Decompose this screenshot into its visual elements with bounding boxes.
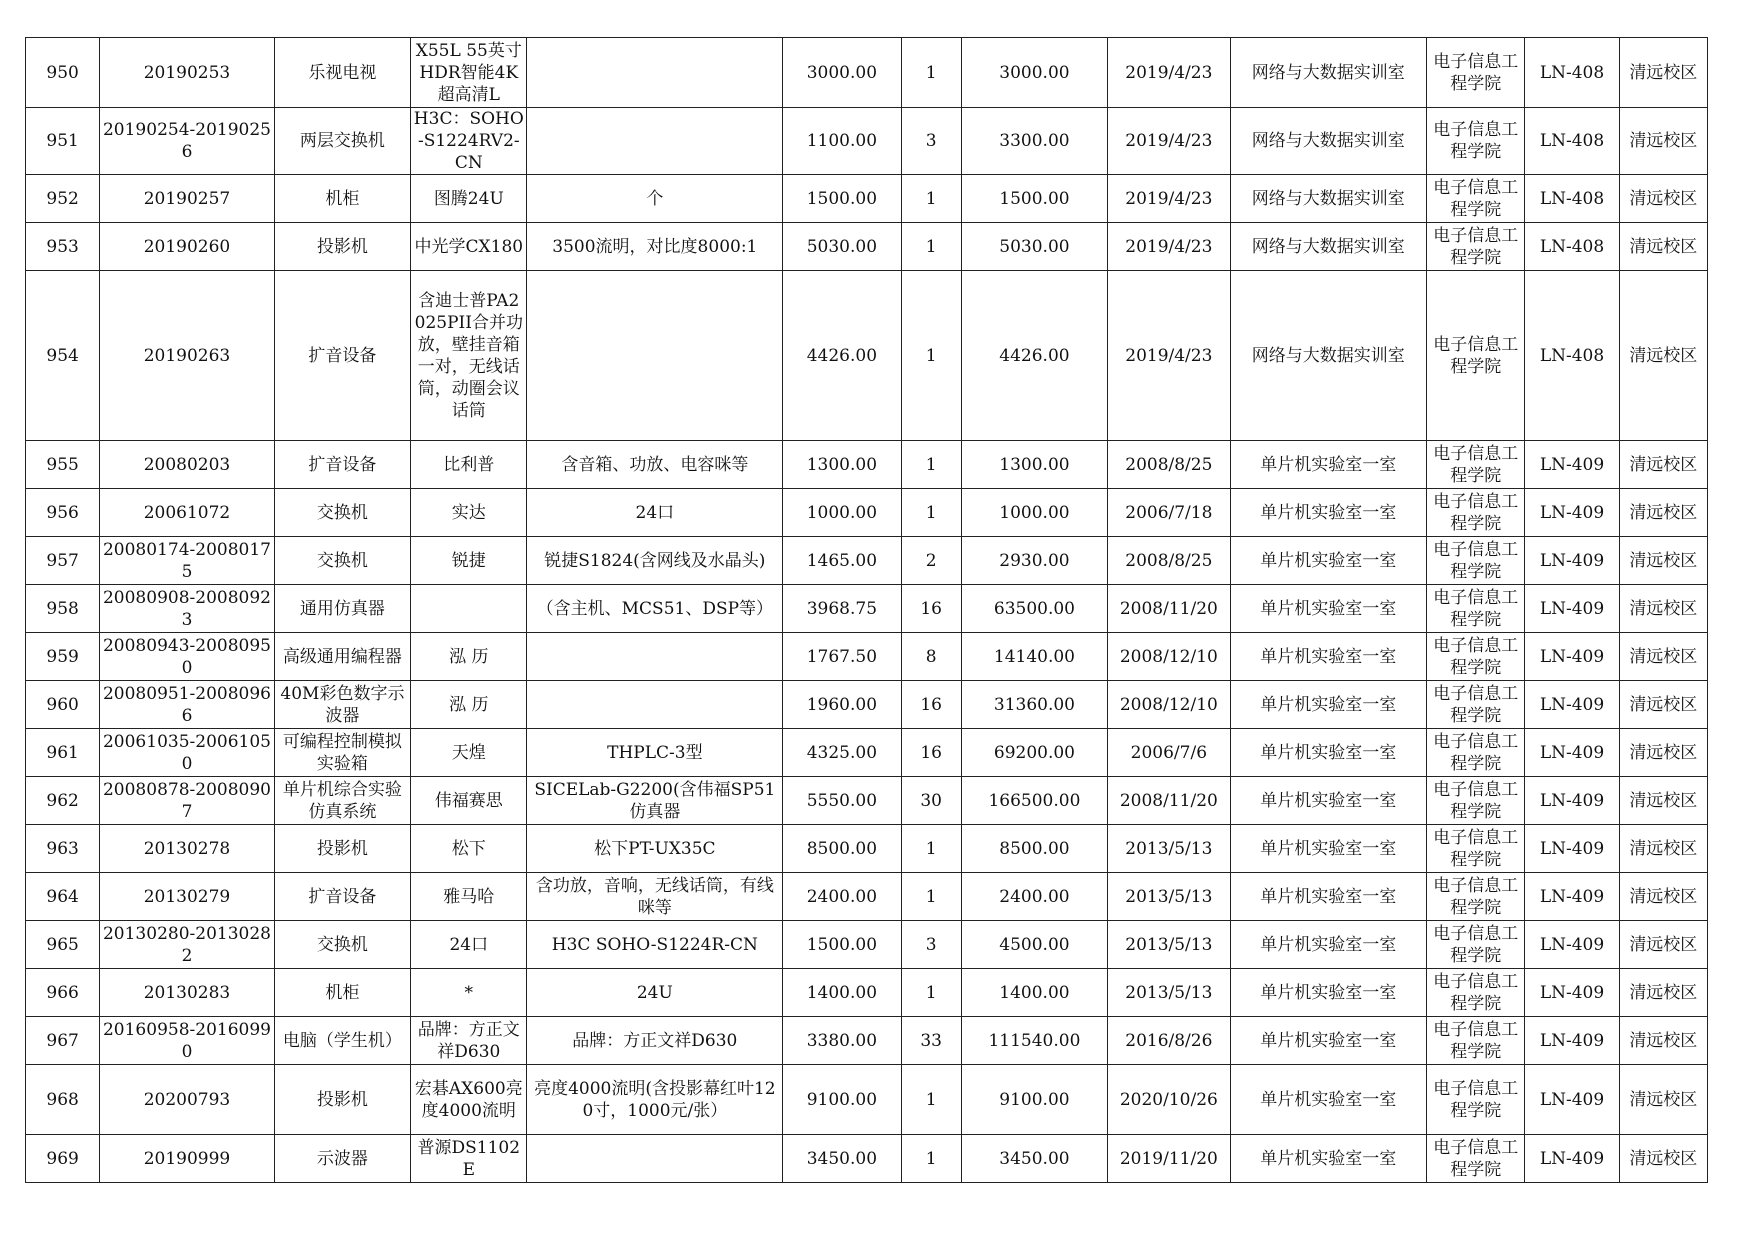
total-amount-cell: 9100.00 — [961, 1065, 1107, 1135]
department-cell: 电子信息工程学院 — [1427, 271, 1525, 441]
asset-number-cell: 20130283 — [100, 969, 275, 1017]
specification-cell: 24U — [527, 969, 783, 1017]
total-amount-cell: 4426.00 — [961, 271, 1107, 441]
row-number-cell: 963 — [26, 825, 100, 873]
asset-number-cell: 20080203 — [100, 441, 275, 489]
campus-cell: 清远校区 — [1619, 777, 1707, 825]
purchase-date-cell: 2020/10/26 — [1108, 1065, 1230, 1135]
department-cell: 电子信息工程学院 — [1427, 681, 1525, 729]
room-code-cell: LN-409 — [1525, 1135, 1619, 1183]
asset-number-cell: 20130278 — [100, 825, 275, 873]
room-code-cell: LN-408 — [1525, 175, 1619, 223]
campus-cell: 清远校区 — [1619, 441, 1707, 489]
total-amount-cell: 63500.00 — [961, 585, 1107, 633]
brand-model-cell: 宏碁AX600亮度4000流明 — [411, 1065, 527, 1135]
item-name-cell: 单片机综合实验仿真系统 — [274, 777, 410, 825]
brand-model-cell: 含迪士普PA2025PII合并功放，壁挂音箱一对，无线话筒，动圈会议话筒 — [411, 271, 527, 441]
purchase-date-cell: 2008/12/10 — [1108, 633, 1230, 681]
total-amount-cell: 8500.00 — [961, 825, 1107, 873]
lab-room-cell: 单片机实验室一室 — [1230, 681, 1427, 729]
specification-cell: （含主机、MCS51、DSP等） — [527, 585, 783, 633]
quantity-cell: 30 — [901, 777, 961, 825]
total-amount-cell: 3000.00 — [961, 38, 1107, 108]
row-number-cell: 961 — [26, 729, 100, 777]
specification-cell: THPLC-3型 — [527, 729, 783, 777]
purchase-date-cell: 2019/4/23 — [1108, 38, 1230, 108]
asset-number-cell: 20080943-20080950 — [100, 633, 275, 681]
department-cell: 电子信息工程学院 — [1427, 777, 1525, 825]
campus-cell: 清远校区 — [1619, 633, 1707, 681]
quantity-cell: 1 — [901, 1135, 961, 1183]
table-row — [26, 1135, 1708, 1183]
brand-model-cell: 比利普 — [411, 441, 527, 489]
item-name-cell: 机柜 — [274, 969, 410, 1017]
table-row — [26, 537, 1708, 585]
brand-model-cell: 普源DS1102E — [411, 1135, 527, 1183]
unit-price-cell: 3000.00 — [783, 38, 901, 108]
row-number-cell: 950 — [26, 38, 100, 108]
quantity-cell: 1 — [901, 969, 961, 1017]
brand-model-cell: 中光学CX180 — [411, 223, 527, 271]
asset-number-cell: 20190257 — [100, 175, 275, 223]
table-row — [26, 441, 1708, 489]
quantity-cell: 1 — [901, 873, 961, 921]
row-number-cell: 959 — [26, 633, 100, 681]
table-row — [26, 873, 1708, 921]
brand-model-cell: 雅马哈 — [411, 873, 527, 921]
item-name-cell: 投影机 — [274, 825, 410, 873]
room-code-cell: LN-409 — [1525, 873, 1619, 921]
item-name-cell: 通用仿真器 — [274, 585, 410, 633]
item-name-cell: 机柜 — [274, 175, 410, 223]
lab-room-cell: 单片机实验室一室 — [1230, 1017, 1427, 1065]
department-cell: 电子信息工程学院 — [1427, 1017, 1525, 1065]
campus-cell: 清远校区 — [1619, 825, 1707, 873]
quantity-cell: 1 — [901, 223, 961, 271]
brand-model-cell: 泓 历 — [411, 681, 527, 729]
lab-room-cell: 单片机实验室一室 — [1230, 777, 1427, 825]
unit-price-cell: 4426.00 — [783, 271, 901, 441]
brand-model-cell — [411, 585, 527, 633]
lab-room-cell: 单片机实验室一室 — [1230, 969, 1427, 1017]
lab-room-cell: 单片机实验室一室 — [1230, 585, 1427, 633]
quantity-cell: 16 — [901, 729, 961, 777]
specification-cell — [527, 271, 783, 441]
campus-cell: 清远校区 — [1619, 489, 1707, 537]
unit-price-cell: 4325.00 — [783, 729, 901, 777]
row-number-cell: 964 — [26, 873, 100, 921]
item-name-cell: 两层交换机 — [274, 108, 410, 175]
purchase-date-cell: 2019/11/20 — [1108, 1135, 1230, 1183]
unit-price-cell: 1300.00 — [783, 441, 901, 489]
brand-model-cell: 泓 历 — [411, 633, 527, 681]
unit-price-cell: 1465.00 — [783, 537, 901, 585]
row-number-cell: 957 — [26, 537, 100, 585]
department-cell: 电子信息工程学院 — [1427, 537, 1525, 585]
quantity-cell: 1 — [901, 441, 961, 489]
quantity-cell: 33 — [901, 1017, 961, 1065]
unit-price-cell: 5030.00 — [783, 223, 901, 271]
table-row — [26, 681, 1708, 729]
lab-room-cell: 单片机实验室一室 — [1230, 729, 1427, 777]
row-number-cell: 954 — [26, 271, 100, 441]
quantity-cell: 16 — [901, 681, 961, 729]
lab-room-cell: 单片机实验室一室 — [1230, 489, 1427, 537]
campus-cell: 清远校区 — [1619, 1065, 1707, 1135]
purchase-date-cell: 2006/7/6 — [1108, 729, 1230, 777]
total-amount-cell: 1400.00 — [961, 969, 1107, 1017]
lab-room-cell: 网络与大数据实训室 — [1230, 271, 1427, 441]
quantity-cell: 3 — [901, 921, 961, 969]
row-number-cell: 956 — [26, 489, 100, 537]
item-name-cell: 投影机 — [274, 223, 410, 271]
room-code-cell: LN-408 — [1525, 38, 1619, 108]
purchase-date-cell: 2016/8/26 — [1108, 1017, 1230, 1065]
department-cell: 电子信息工程学院 — [1427, 1135, 1525, 1183]
item-name-cell: 交换机 — [274, 489, 410, 537]
unit-price-cell: 1500.00 — [783, 175, 901, 223]
specification-cell: SICELab-G2200(含伟福SP51仿真器 — [527, 777, 783, 825]
total-amount-cell: 3450.00 — [961, 1135, 1107, 1183]
unit-price-cell: 9100.00 — [783, 1065, 901, 1135]
specification-cell — [527, 633, 783, 681]
total-amount-cell: 111540.00 — [961, 1017, 1107, 1065]
row-number-cell: 953 — [26, 223, 100, 271]
department-cell: 电子信息工程学院 — [1427, 38, 1525, 108]
asset-number-cell: 20130279 — [100, 873, 275, 921]
room-code-cell: LN-409 — [1525, 825, 1619, 873]
total-amount-cell: 5030.00 — [961, 223, 1107, 271]
purchase-date-cell: 2008/8/25 — [1108, 537, 1230, 585]
unit-price-cell: 2400.00 — [783, 873, 901, 921]
department-cell: 电子信息工程学院 — [1427, 825, 1525, 873]
specification-cell: 24口 — [527, 489, 783, 537]
purchase-date-cell: 2008/12/10 — [1108, 681, 1230, 729]
purchase-date-cell: 2006/7/18 — [1108, 489, 1230, 537]
asset-number-cell: 20080951-20080966 — [100, 681, 275, 729]
row-number-cell: 960 — [26, 681, 100, 729]
asset-number-cell: 20190253 — [100, 38, 275, 108]
row-number-cell: 951 — [26, 108, 100, 175]
department-cell: 电子信息工程学院 — [1427, 585, 1525, 633]
lab-room-cell: 单片机实验室一室 — [1230, 921, 1427, 969]
item-name-cell: 乐视电视 — [274, 38, 410, 108]
item-name-cell: 扩音设备 — [274, 271, 410, 441]
campus-cell: 清远校区 — [1619, 537, 1707, 585]
total-amount-cell: 166500.00 — [961, 777, 1107, 825]
purchase-date-cell: 2019/4/23 — [1108, 108, 1230, 175]
table-row — [26, 729, 1708, 777]
room-code-cell: LN-409 — [1525, 633, 1619, 681]
lab-room-cell: 网络与大数据实训室 — [1230, 108, 1427, 175]
room-code-cell: LN-409 — [1525, 729, 1619, 777]
table-row — [26, 921, 1708, 969]
purchase-date-cell: 2013/5/13 — [1108, 969, 1230, 1017]
row-number-cell: 952 — [26, 175, 100, 223]
item-name-cell: 扩音设备 — [274, 873, 410, 921]
purchase-date-cell: 2019/4/23 — [1108, 223, 1230, 271]
room-code-cell: LN-408 — [1525, 223, 1619, 271]
room-code-cell: LN-409 — [1525, 921, 1619, 969]
lab-room-cell: 单片机实验室一室 — [1230, 441, 1427, 489]
total-amount-cell: 4500.00 — [961, 921, 1107, 969]
purchase-date-cell: 2008/11/20 — [1108, 585, 1230, 633]
equipment-table — [25, 37, 1708, 1183]
unit-price-cell: 1100.00 — [783, 108, 901, 175]
unit-price-cell: 1400.00 — [783, 969, 901, 1017]
brand-model-cell: 伟福赛思 — [411, 777, 527, 825]
row-number-cell: 965 — [26, 921, 100, 969]
table-row — [26, 108, 1708, 175]
asset-number-cell: 20080174-20080175 — [100, 537, 275, 585]
table-row — [26, 271, 1708, 441]
unit-price-cell: 1960.00 — [783, 681, 901, 729]
campus-cell: 清远校区 — [1619, 969, 1707, 1017]
specification-cell: 锐捷S1824(含网线及水晶头) — [527, 537, 783, 585]
row-number-cell: 962 — [26, 777, 100, 825]
table-row — [26, 777, 1708, 825]
quantity-cell: 16 — [901, 585, 961, 633]
item-name-cell: 交换机 — [274, 537, 410, 585]
quantity-cell: 1 — [901, 271, 961, 441]
lab-room-cell: 单片机实验室一室 — [1230, 633, 1427, 681]
row-number-cell: 958 — [26, 585, 100, 633]
table-row — [26, 38, 1708, 108]
room-code-cell: LN-409 — [1525, 969, 1619, 1017]
lab-room-cell: 单片机实验室一室 — [1230, 1135, 1427, 1183]
room-code-cell: LN-409 — [1525, 1065, 1619, 1135]
total-amount-cell: 31360.00 — [961, 681, 1107, 729]
table-row — [26, 175, 1708, 223]
department-cell: 电子信息工程学院 — [1427, 1065, 1525, 1135]
row-number-cell: 967 — [26, 1017, 100, 1065]
department-cell: 电子信息工程学院 — [1427, 223, 1525, 271]
specification-cell — [527, 1135, 783, 1183]
brand-model-cell: 24口 — [411, 921, 527, 969]
lab-room-cell: 单片机实验室一室 — [1230, 825, 1427, 873]
lab-room-cell: 网络与大数据实训室 — [1230, 175, 1427, 223]
specification-cell — [527, 108, 783, 175]
asset-number-cell: 20080908-20080923 — [100, 585, 275, 633]
item-name-cell: 示波器 — [274, 1135, 410, 1183]
campus-cell: 清远校区 — [1619, 1135, 1707, 1183]
room-code-cell: LN-408 — [1525, 271, 1619, 441]
quantity-cell: 2 — [901, 537, 961, 585]
campus-cell: 清远校区 — [1619, 223, 1707, 271]
lab-room-cell: 网络与大数据实训室 — [1230, 38, 1427, 108]
brand-model-cell: 品牌：方正文祥D630 — [411, 1017, 527, 1065]
asset-number-cell: 20190999 — [100, 1135, 275, 1183]
quantity-cell: 1 — [901, 38, 961, 108]
unit-price-cell: 1000.00 — [783, 489, 901, 537]
item-name-cell: 高级通用编程器 — [274, 633, 410, 681]
row-number-cell: 966 — [26, 969, 100, 1017]
quantity-cell: 1 — [901, 175, 961, 223]
brand-model-cell: X55L 55英寸HDR智能4K超高清L — [411, 38, 527, 108]
item-name-cell: 电脑（学生机） — [274, 1017, 410, 1065]
specification-cell: 松下PT-UX35C — [527, 825, 783, 873]
campus-cell: 清远校区 — [1619, 1017, 1707, 1065]
campus-cell: 清远校区 — [1619, 729, 1707, 777]
purchase-date-cell: 2019/4/23 — [1108, 271, 1230, 441]
specification-cell: 含音箱、功放、电容咪等 — [527, 441, 783, 489]
room-code-cell: LN-409 — [1525, 681, 1619, 729]
specification-cell — [527, 681, 783, 729]
quantity-cell: 8 — [901, 633, 961, 681]
unit-price-cell: 3380.00 — [783, 1017, 901, 1065]
purchase-date-cell: 2008/8/25 — [1108, 441, 1230, 489]
asset-number-cell: 20061035-20061050 — [100, 729, 275, 777]
room-code-cell: LN-408 — [1525, 108, 1619, 175]
department-cell: 电子信息工程学院 — [1427, 108, 1525, 175]
room-code-cell: LN-409 — [1525, 489, 1619, 537]
department-cell: 电子信息工程学院 — [1427, 633, 1525, 681]
row-number-cell: 969 — [26, 1135, 100, 1183]
table-row — [26, 969, 1708, 1017]
table-row — [26, 489, 1708, 537]
asset-number-cell: 20061072 — [100, 489, 275, 537]
unit-price-cell: 5550.00 — [783, 777, 901, 825]
specification-cell: 含功放，音响，无线话筒，有线咪等 — [527, 873, 783, 921]
specification-cell: H3C SOHO-S1224R-CN — [527, 921, 783, 969]
specification-cell: 3500流明，对比度8000:1 — [527, 223, 783, 271]
table-row — [26, 825, 1708, 873]
brand-model-cell: 实达 — [411, 489, 527, 537]
room-code-cell: LN-409 — [1525, 441, 1619, 489]
item-name-cell: 可编程控制模拟实验箱 — [274, 729, 410, 777]
table-row — [26, 1017, 1708, 1065]
asset-number-cell: 20080878-20080907 — [100, 777, 275, 825]
brand-model-cell: 锐捷 — [411, 537, 527, 585]
brand-model-cell: 天煌 — [411, 729, 527, 777]
purchase-date-cell: 2013/5/13 — [1108, 825, 1230, 873]
campus-cell: 清远校区 — [1619, 585, 1707, 633]
table-row — [26, 223, 1708, 271]
specification-cell: 品牌：方正文祥D630 — [527, 1017, 783, 1065]
total-amount-cell: 2930.00 — [961, 537, 1107, 585]
total-amount-cell: 2400.00 — [961, 873, 1107, 921]
campus-cell: 清远校区 — [1619, 38, 1707, 108]
campus-cell: 清远校区 — [1619, 921, 1707, 969]
department-cell: 电子信息工程学院 — [1427, 175, 1525, 223]
room-code-cell: LN-409 — [1525, 537, 1619, 585]
total-amount-cell: 14140.00 — [961, 633, 1107, 681]
specification-cell: 个 — [527, 175, 783, 223]
brand-model-cell: * — [411, 969, 527, 1017]
total-amount-cell: 1500.00 — [961, 175, 1107, 223]
lab-room-cell: 单片机实验室一室 — [1230, 537, 1427, 585]
specification-cell — [527, 38, 783, 108]
row-number-cell: 968 — [26, 1065, 100, 1135]
brand-model-cell: H3C：SOHO-S1224RV2-CN — [411, 108, 527, 175]
campus-cell: 清远校区 — [1619, 108, 1707, 175]
table-body — [26, 38, 1708, 1183]
table-row — [26, 633, 1708, 681]
brand-model-cell: 图腾24U — [411, 175, 527, 223]
row-number-cell: 955 — [26, 441, 100, 489]
department-cell: 电子信息工程学院 — [1427, 489, 1525, 537]
unit-price-cell: 8500.00 — [783, 825, 901, 873]
total-amount-cell: 1300.00 — [961, 441, 1107, 489]
campus-cell: 清远校区 — [1619, 271, 1707, 441]
table-row — [26, 1065, 1708, 1135]
total-amount-cell: 69200.00 — [961, 729, 1107, 777]
purchase-date-cell: 2013/5/13 — [1108, 921, 1230, 969]
quantity-cell: 1 — [901, 489, 961, 537]
asset-number-cell: 20190263 — [100, 271, 275, 441]
campus-cell: 清远校区 — [1619, 175, 1707, 223]
asset-number-cell: 20160958-20160990 — [100, 1017, 275, 1065]
unit-price-cell: 1767.50 — [783, 633, 901, 681]
department-cell: 电子信息工程学院 — [1427, 441, 1525, 489]
unit-price-cell: 1500.00 — [783, 921, 901, 969]
room-code-cell: LN-409 — [1525, 585, 1619, 633]
asset-number-cell: 20190260 — [100, 223, 275, 271]
asset-number-cell: 20200793 — [100, 1065, 275, 1135]
asset-number-cell: 20130280-20130282 — [100, 921, 275, 969]
department-cell: 电子信息工程学院 — [1427, 921, 1525, 969]
lab-room-cell: 单片机实验室一室 — [1230, 873, 1427, 921]
department-cell: 电子信息工程学院 — [1427, 873, 1525, 921]
asset-number-cell: 20190254-20190256 — [100, 108, 275, 175]
unit-price-cell: 3968.75 — [783, 585, 901, 633]
item-name-cell: 扩音设备 — [274, 441, 410, 489]
item-name-cell: 40M彩色数字示波器 — [274, 681, 410, 729]
room-code-cell: LN-409 — [1525, 1017, 1619, 1065]
department-cell: 电子信息工程学院 — [1427, 729, 1525, 777]
campus-cell: 清远校区 — [1619, 873, 1707, 921]
purchase-date-cell: 2008/11/20 — [1108, 777, 1230, 825]
campus-cell: 清远校区 — [1619, 681, 1707, 729]
lab-room-cell: 网络与大数据实训室 — [1230, 223, 1427, 271]
department-cell: 电子信息工程学院 — [1427, 969, 1525, 1017]
brand-model-cell: 松下 — [411, 825, 527, 873]
item-name-cell: 交换机 — [274, 921, 410, 969]
purchase-date-cell: 2013/5/13 — [1108, 873, 1230, 921]
table-row — [26, 585, 1708, 633]
unit-price-cell: 3450.00 — [783, 1135, 901, 1183]
quantity-cell: 1 — [901, 1065, 961, 1135]
specification-cell: 亮度4000流明(含投影幕红叶120寸，1000元/张） — [527, 1065, 783, 1135]
total-amount-cell: 1000.00 — [961, 489, 1107, 537]
room-code-cell: LN-409 — [1525, 777, 1619, 825]
lab-room-cell: 单片机实验室一室 — [1230, 1065, 1427, 1135]
quantity-cell: 3 — [901, 108, 961, 175]
quantity-cell: 1 — [901, 825, 961, 873]
total-amount-cell: 3300.00 — [961, 108, 1107, 175]
purchase-date-cell: 2019/4/23 — [1108, 175, 1230, 223]
item-name-cell: 投影机 — [274, 1065, 410, 1135]
